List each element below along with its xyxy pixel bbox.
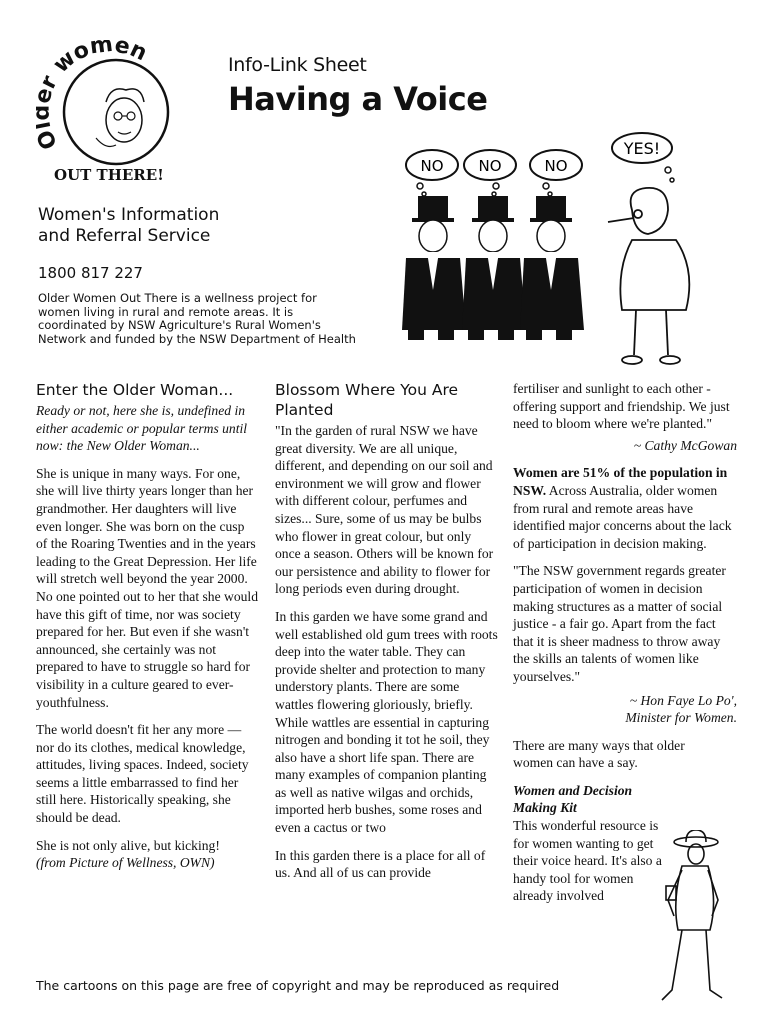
page-title: Having a Voice bbox=[228, 80, 488, 118]
no-bubble-2 bbox=[464, 150, 516, 196]
column2-paragraph-2: In this garden we have some grand and well established old gum trees with roots deep into the water table. They can provide shelter and protection to many understory plants. There are some wattles flowering gloriously, briefly. While wattles are essential in capturing nitrogen and bonding it tot he soil, they also have a short life span. There are many examples of companion planting as well as native wilgas and orchids, imported herb bushes, some roses and even a cactus or two bbox=[275, 608, 498, 836]
column2-heading: Blossom Where You Are Planted bbox=[275, 381, 459, 419]
column1-intro: Ready or not, here she is, undefined in either academic or popular terms until now: the New Older Woman... bbox=[36, 403, 248, 454]
svg-text:Older women bbox=[36, 40, 151, 153]
column3-paragraph-3: "The NSW government regards greater participation of women in decision making structures as a matter of social justice - a fair go. Apart from the fact that it is sheer madness to throw away the skills an talents of women like yourselves." bbox=[513, 563, 726, 684]
column3-credit-mcgowan: ~ Cathy McGowan bbox=[633, 437, 737, 453]
column-blossom bbox=[275, 380, 499, 892]
column3-paragraph-1: fertiliser and sunlight to each other - offering support and friendship. We just need to bloom where we're planted." bbox=[513, 381, 730, 432]
column1-paragraph-2b: attitudes, living spaces. Indeed, society seems a little embarrassed to find her still here. Historically speaking, she should be dead. bbox=[36, 757, 249, 826]
no-bubble-text-2: NO bbox=[478, 157, 502, 175]
column3-credit-lopo-1: ~ Hon Faye Lo Po', bbox=[629, 692, 737, 708]
man-figure-2 bbox=[462, 196, 526, 340]
column1-paragraph-3-text: She is not only alive, but kicking! bbox=[36, 837, 220, 853]
column1-heading: Enter the Older Woman... bbox=[36, 381, 234, 399]
yes-bubble-text: YES! bbox=[623, 139, 661, 158]
column1-paragraph-3 bbox=[36, 837, 258, 872]
woman-figure bbox=[608, 188, 689, 364]
column1-paragraph-2 bbox=[36, 721, 258, 827]
man-figure-3 bbox=[520, 196, 584, 340]
phone-number: 1800 817 227 bbox=[38, 264, 143, 282]
column3-stat-bold: Women are 51% of the population in NSW. bbox=[513, 465, 728, 498]
walking-woman-cartoon bbox=[652, 830, 732, 1005]
info-link-label: Info-Link Sheet bbox=[228, 54, 367, 76]
no-yes-cartoon bbox=[396, 130, 716, 375]
service-name-line1: Women's Information bbox=[38, 205, 220, 225]
service-name bbox=[38, 205, 268, 247]
column3-paragraph-2 bbox=[513, 464, 737, 552]
column3-kit-text: This wonderful resource is for women wanting to get their voice heard. It's also a handy tool for women already involved bbox=[513, 818, 662, 904]
column-enter-older-woman bbox=[36, 380, 258, 882]
older-women-out-there-logo bbox=[36, 40, 186, 190]
no-bubble-3 bbox=[530, 150, 582, 196]
column3-paragraph-4: There are many ways that older women can have a say. bbox=[513, 737, 685, 771]
column2-paragraph-1: "In the garden of rural NSW we have great diversity. We are all unique, different, and depending on our soil and environment we will grow and flower with different colour, perfumes and sizes... Sure, some of us may be bulbs who flower in great colour, but only once a season. Others will be known for our persistence and ability to flower for long periods even during drought. bbox=[275, 423, 494, 597]
no-bubble-text-1: NO bbox=[420, 157, 444, 175]
column3-credit-lopo bbox=[513, 692, 737, 727]
logo-arc-text: r women bbox=[36, 40, 151, 93]
man-figure-1 bbox=[402, 196, 466, 340]
service-name-line2: and Referral Service bbox=[38, 226, 211, 246]
no-bubble-text-3: NO bbox=[544, 157, 568, 175]
column3-kit-heading: Women and Decision Making Kit bbox=[513, 782, 633, 816]
column1-paragraph-2a: The world doesn't fit her any more — nor do its clothes, medical knowledge, bbox=[36, 722, 246, 755]
copyright-footer: The cartoons on this page are free of copyright and may be reproduced as required bbox=[36, 978, 560, 993]
column2-paragraph-3: In this garden there is a place for all of us. And all of us can provide bbox=[275, 847, 486, 881]
yes-bubble bbox=[612, 133, 674, 182]
project-about: Older Women Out There is a wellness project for women living in rural and remote areas. It is coordinated by NSW Agriculture's Rural Women's Network and funded by the NSW Department of Health bbox=[38, 291, 356, 346]
column1-source: (from Picture of Wellness, OWN) bbox=[36, 855, 215, 871]
column3-credit-lopo-2: Minister for Women. bbox=[625, 710, 737, 726]
logo-bottom-text: OUT THERE! bbox=[54, 166, 164, 184]
column1-paragraph-1: She is unique in many ways. For one, she will live thirty years longer than her grandmother. Her daughters will live even longer. She was born on the cusp of the Roaring Twenties and in the years leading to the Great Depression. Her life will stretch well beyond the year 2000. No one pointed out to her that she would have this gift of time, nor was society prepared for her. But even if she wasn't announced, she certainly was not prepared to have to struggle so hard for visibility in a culture geared to ever-youthfulness. bbox=[36, 465, 258, 710]
no-bubble-1 bbox=[406, 150, 458, 196]
column3-stat-rest: Across Australia, older women from rural and remote areas have identified major concerns about the lack of participation in decision making. bbox=[513, 482, 732, 551]
